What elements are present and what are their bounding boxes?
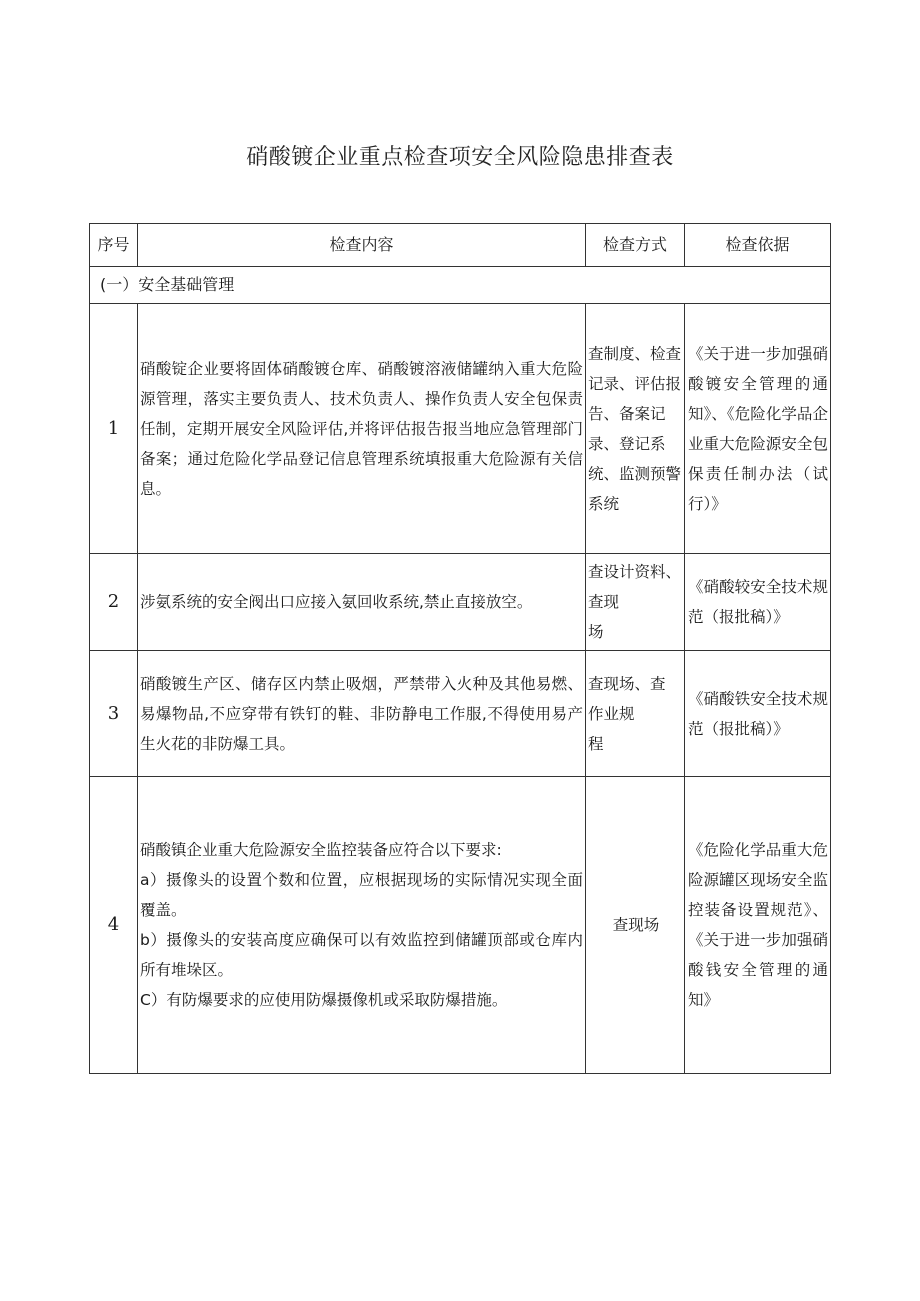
table-row (90, 554, 831, 651)
check-method: 查现场 (586, 777, 685, 1074)
row-number: 1 (90, 304, 138, 554)
check-content (138, 777, 586, 1074)
header-no: 序号 (90, 224, 138, 267)
check-method-line: 查现场、查 (588, 674, 666, 693)
check-content-line: b）摄像头的安装高度应确保可以有效监控到储罐顶部或仓库内所有堆垛区。 (140, 931, 583, 979)
check-content-line: C）有防爆要求的应使用防爆摄像机或采取防爆措施。 (140, 991, 508, 1009)
table-header-row (90, 224, 831, 267)
check-method-line: 查设计资料、 (588, 563, 682, 581)
check-method-line: 查现 (588, 593, 620, 611)
check-content-line: a）摄像头的设置个数和位置，应根据现场的实际情况实现全面覆盖。 (140, 871, 583, 919)
check-content: 硝酸镀生产区、储存区内禁止吸烟，严禁带入火种及其他易燃、易爆物品,不应穿带有铁钉的鞋、非防静电工作服,不得使用易产生火花的非防爆工具。 (138, 651, 586, 777)
check-method (586, 651, 685, 777)
row-number: 2 (90, 554, 138, 651)
check-method-line: 程 (588, 734, 604, 753)
check-basis: 《危险化学品重大危险源罐区现场安全监控装备设置规范》、《关于进一步加强硝酸钱安全管理的通知》 (685, 777, 831, 1074)
header-method: 检查方式 (586, 224, 685, 267)
check-content-line: 硝酸镇企业重大危险源安全监控装备应符合以下要求: (140, 841, 502, 859)
row-number: 4 (90, 777, 138, 1074)
check-method-line: 场 (588, 623, 604, 641)
section-row (90, 267, 831, 304)
check-basis: 《硝酸铁安全技术规范（报批稿）》 (685, 651, 831, 777)
document-title: 硝酸镀企业重点检查项安全风险隐患排查表 (246, 145, 674, 170)
table-row (90, 304, 831, 554)
check-method-line: 作业规 (588, 704, 635, 723)
section-label: (一）安全基础管理 (90, 267, 831, 304)
table-row (90, 651, 831, 777)
check-basis: 《关于进一步加强硝酸镀安全管理的通知》、《危险化学品企业重大危险源安全包保责任制办法（试行）》 (685, 304, 831, 554)
check-content: 硝酸锭企业要将固体硝酸镀仓库、硝酸镀溶液储罐纳入重大危险源管理，落实主要负责人、技术负责人、操作负责人安全包保责任制，定期开展安全风险评估,并将评估报告报当地应急管理部门备案；通过危险化学品登记信息管理系统填报重大危险源有关信息。 (138, 304, 586, 554)
check-method: 查制度、检查记录、评估报告、备案记录、登记系统、监测预警系统 (586, 304, 685, 554)
row-number: 3 (90, 651, 138, 777)
header-basis: 检查依据 (685, 224, 831, 267)
header-content: 检查内容 (138, 224, 586, 267)
table-row (90, 777, 831, 1074)
inspection-table (89, 223, 831, 1074)
check-method (586, 554, 685, 651)
check-content: 涉氨系统的安全阀出口应接入氨回收系统,禁止直接放空。 (138, 554, 586, 651)
check-basis: 《硝酸较安全技术规范（报批稿）》 (685, 554, 831, 651)
